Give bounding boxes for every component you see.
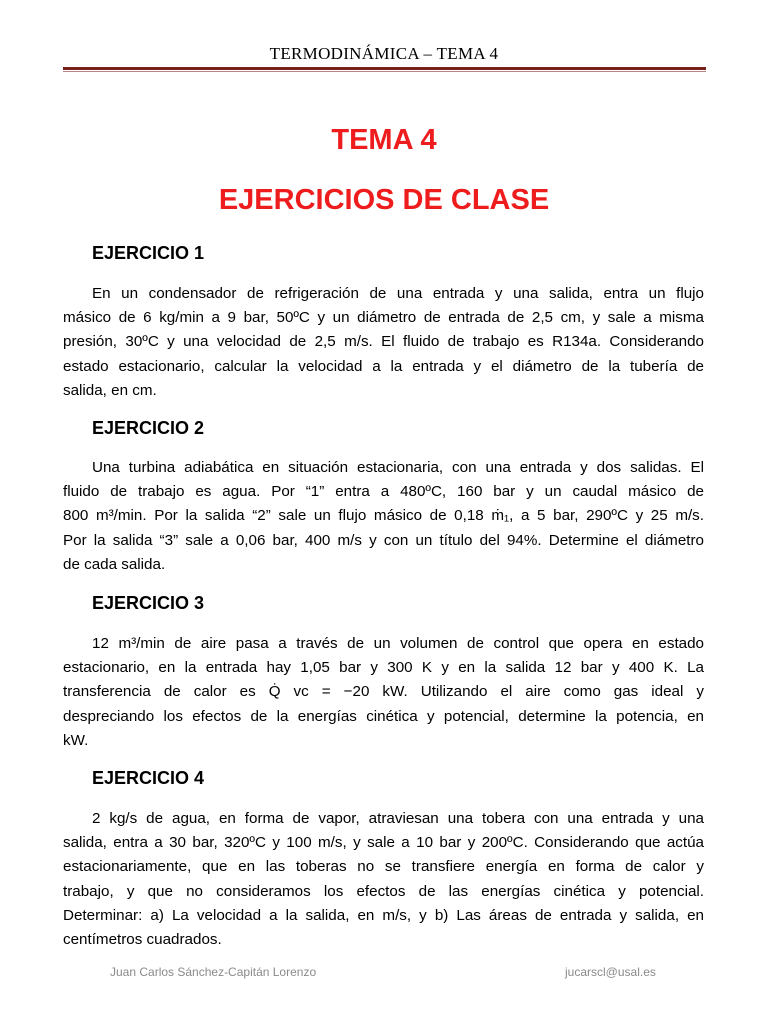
exercise-2-line: 800 m³/min. Por la salida “2” sale un flujo másico de 0,18 ṁ₁, a 5 bar, 290ºC y 25 m/s.	[63, 507, 704, 525]
exercise-1-line: En un condensador de refrigeración de una entrada y una salida, entra un flujo	[92, 285, 704, 302]
document-subtitle: EJERCICIOS DE CLASE	[218, 184, 550, 216]
exercise-4-text	[63, 807, 704, 952]
exercise-2-line: Por la salida “3” sale a 0,06 bar, 400 m/s y con un título del 94%. Determine el diámetro	[63, 531, 704, 549]
footer-author: Juan Carlos Sánchez-Capitán Lorenzo	[110, 965, 317, 979]
exercise-1-line: estado estacionario, calcular la velocidad a la entrada y el diámetro de la tubería de	[63, 357, 704, 375]
exercise-3-line: estacionario, en la entrada hay 1,05 bar y 300 K y en la salida 12 bar y 400 K. La	[63, 659, 704, 677]
exercise-2-text	[63, 456, 704, 577]
exercise-2-heading: EJERCICIO 2	[92, 418, 205, 438]
exercise-3-line: kW.	[63, 731, 89, 749]
exercise-3-line: despreciando los efectos de la energías cinética y potencial, determine la potencia, en	[63, 707, 704, 725]
exercise-3-text	[63, 632, 704, 753]
running-header: TERMODINÁMICA – TEMA 4	[269, 44, 499, 63]
exercise-2-line: Una turbina adiabática en situación estacionaria, con una entrada y dos salidas. El	[92, 459, 704, 476]
exercise-4-heading: EJERCICIO 4	[92, 768, 205, 788]
exercise-4-line: salida, entra a 30 bar, 320ºC y 100 m/s, y sale a 10 bar y 200ºC. Considerando que actúa	[63, 834, 704, 852]
document-title: TEMA 4	[331, 124, 437, 156]
exercise-1-heading: EJERCICIO 1	[92, 243, 205, 263]
exercise-4-line: trabajo, y que no consideramos los efectos de las energías cinética y potencial.	[63, 882, 704, 900]
exercise-2-line: fluido de trabajo es agua. Por “1” entra a 480ºC, 160 bar y un caudal másico de	[63, 483, 704, 501]
footer-email: jucarscl@usal.es	[565, 965, 656, 979]
exercise-3-heading: EJERCICIO 3	[92, 593, 205, 613]
exercise-4-line: 2 kg/s de agua, en forma de vapor, atraviesan una tobera con una entrada y una	[92, 810, 704, 827]
header-rule	[63, 67, 706, 70]
exercise-4-line: estacionariamente, que en las toberas no se transfiere energía en forma de calor y	[63, 858, 704, 876]
header-rule-thin	[63, 71, 706, 72]
exercise-3-line: transferencia de calor es Q̇ vc = −20 kW. Utilizando el aire como gas ideal y	[63, 683, 704, 701]
exercise-3-line: 12 m³/min de aire pasa a través de un volumen de control que opera en estado	[92, 635, 704, 652]
exercise-4-line: centímetros cuadrados.	[63, 931, 222, 949]
exercise-1-line: másico de 6 kg/min a 9 bar, 50ºC y un diámetro de entrada de 2,5 cm, y sale a misma	[63, 309, 704, 327]
exercise-4-line: Determinar: a) La velocidad a la salida, en m/s, y b) Las áreas de entrada y salida, en	[63, 906, 704, 924]
exercise-1-line: presión, 30ºC y una velocidad de 2,5 m/s. El fluido de trabajo es R134a. Considerando	[63, 333, 704, 351]
exercise-1-text	[63, 282, 704, 403]
exercise-2-line: de cada salida.	[63, 555, 166, 573]
exercise-1-line: salida, en cm.	[63, 381, 157, 399]
